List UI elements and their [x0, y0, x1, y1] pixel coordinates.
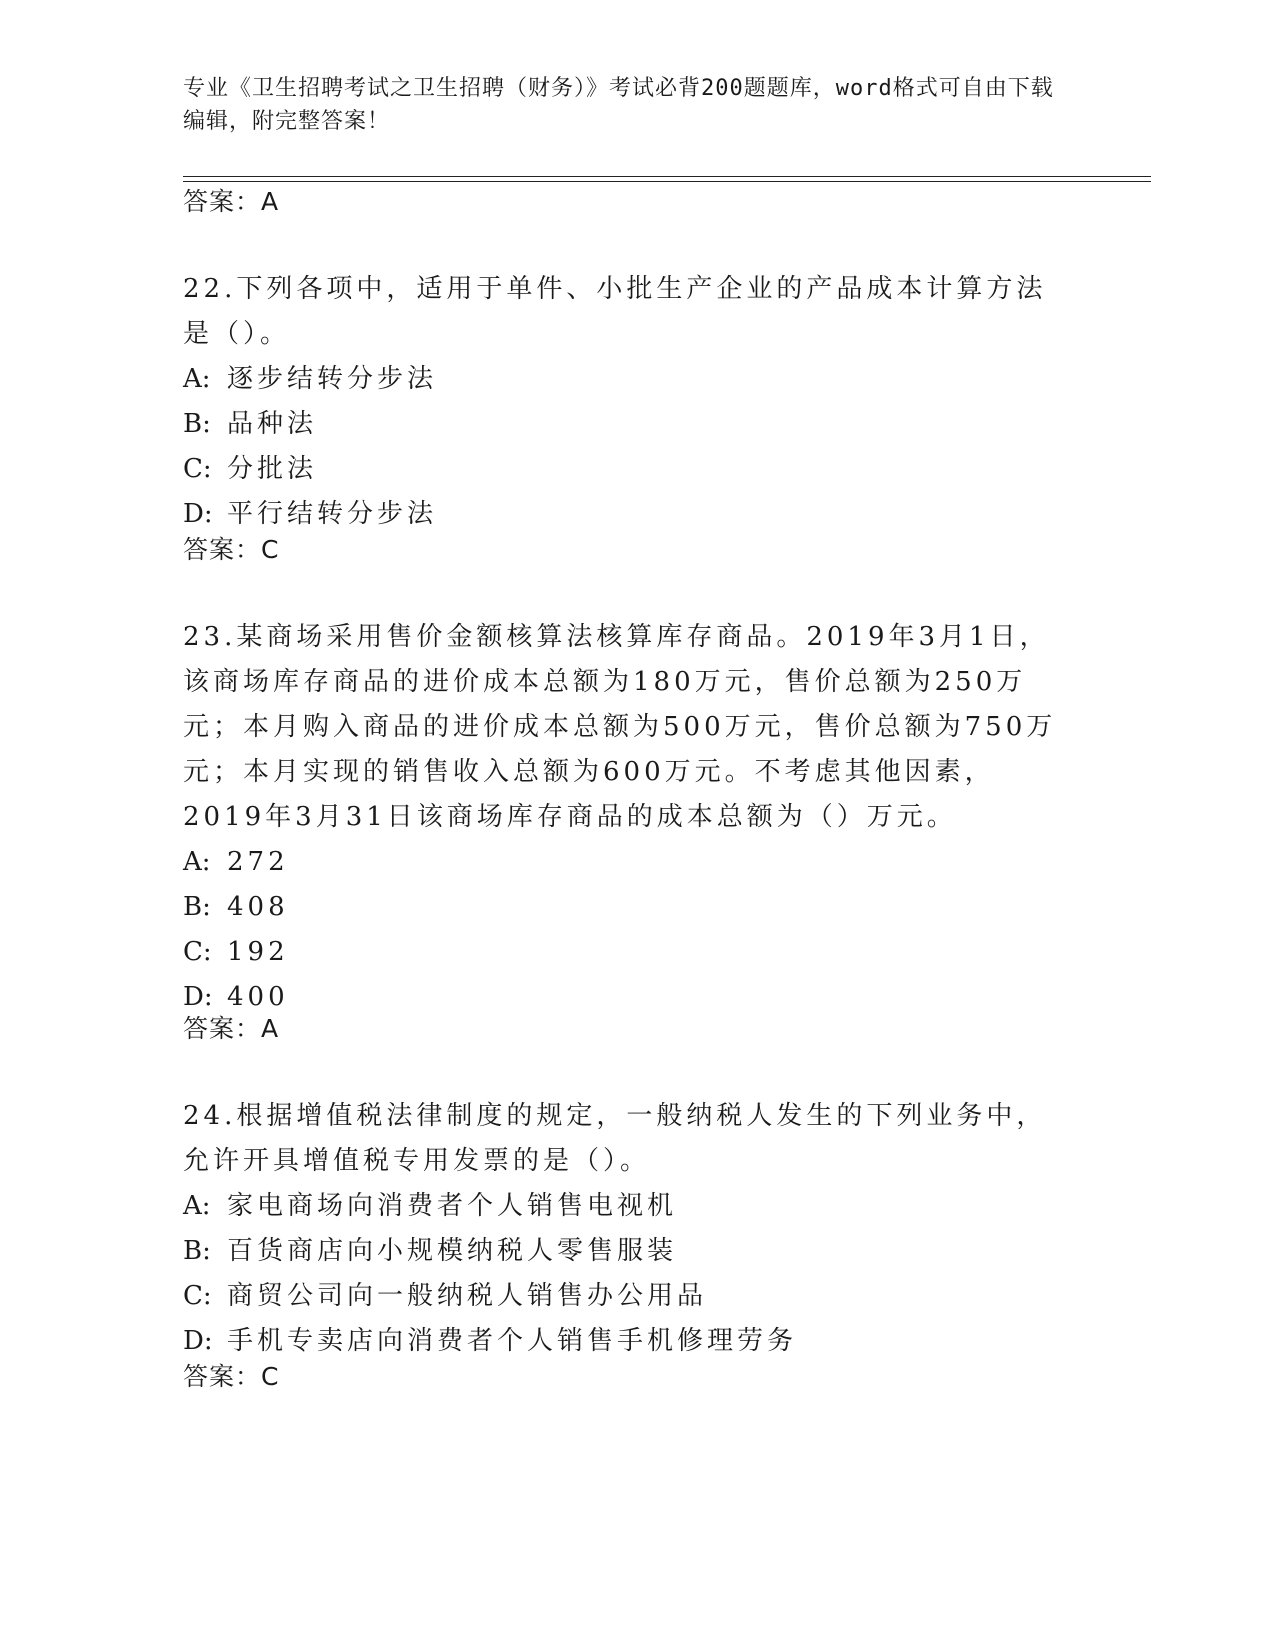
option-text: 192: [227, 937, 289, 967]
option-key: B:: [183, 1236, 211, 1266]
option-d: [183, 975, 1083, 1020]
document-header: 专业《卫生招聘考试之卫生招聘（财务）》考试必背200题题库，word格式可自由下载编辑，附完整答案！: [183, 76, 1054, 134]
option-key: A:: [183, 1191, 211, 1221]
option-key: A:: [183, 847, 211, 877]
option-d: [183, 1319, 1083, 1364]
option-text: 平行结转分步法: [227, 499, 438, 529]
option-c: [183, 1274, 1083, 1319]
question-text: 22.下列各项中，适用于单件、小批生产企业的产品成本计算方法是（）。: [183, 274, 1047, 349]
option-b: [183, 402, 1083, 447]
option-key: B:: [183, 409, 211, 439]
option-text: 分批法: [227, 454, 318, 484]
option-text: 商贸公司向一般纳税人销售办公用品: [227, 1281, 708, 1311]
option-b: [183, 1229, 1083, 1274]
option-c: [183, 930, 1083, 975]
option-key: C:: [183, 937, 212, 967]
option-b: [183, 885, 1083, 930]
answer-prev: 答案：A: [183, 187, 280, 216]
question-24: [183, 1094, 1083, 1364]
option-a: [183, 357, 1083, 402]
option-text: 家电商场向消费者个人销售电视机: [227, 1191, 678, 1221]
question-text: 23.某商场采用售价金额核算法核算库存商品。2019年3月1日，该商场库存商品的进价成本总额为180万元，售价总额为250万元；本月购入商品的进价成本总额为500万元，售价总额为750万元；本月实现的销售收入总额为600万元。不考虑其他因素，2019年3月31日该商场库存商品的成本总额为（）万元。: [183, 622, 1057, 832]
header-divider-top: [183, 176, 1151, 177]
option-text: 400: [227, 982, 289, 1012]
option-text: 品种法: [227, 409, 318, 439]
option-text: 手机专卖店向消费者个人销售手机修理劳务: [227, 1326, 798, 1356]
question-23: [183, 615, 1083, 1020]
option-key: D:: [183, 499, 213, 529]
option-a: [183, 1184, 1083, 1229]
option-key: A:: [183, 364, 211, 394]
option-key: D:: [183, 982, 213, 1012]
option-c: [183, 447, 1083, 492]
option-text: 逐步结转分步法: [227, 364, 438, 394]
option-key: B:: [183, 892, 211, 922]
option-key: C:: [183, 454, 212, 484]
option-text: 272: [227, 847, 289, 877]
option-key: D:: [183, 1326, 213, 1356]
option-text: 百货商店向小规模纳税人零售服装: [227, 1236, 678, 1266]
option-a: [183, 840, 1083, 885]
option-text: 408: [227, 892, 289, 922]
answer-24: 答案：C: [183, 1362, 280, 1391]
question-text: 24.根据增值税法律制度的规定，一般纳税人发生的下列业务中，允许开具增值税专用发票的是（）。: [183, 1101, 1047, 1176]
answer-23: 答案：A: [183, 1014, 280, 1043]
answer-22: 答案：C: [183, 535, 280, 564]
option-d: [183, 492, 1083, 537]
option-key: C:: [183, 1281, 212, 1311]
question-22: [183, 267, 1083, 537]
header-divider-bottom: [183, 181, 1151, 182]
